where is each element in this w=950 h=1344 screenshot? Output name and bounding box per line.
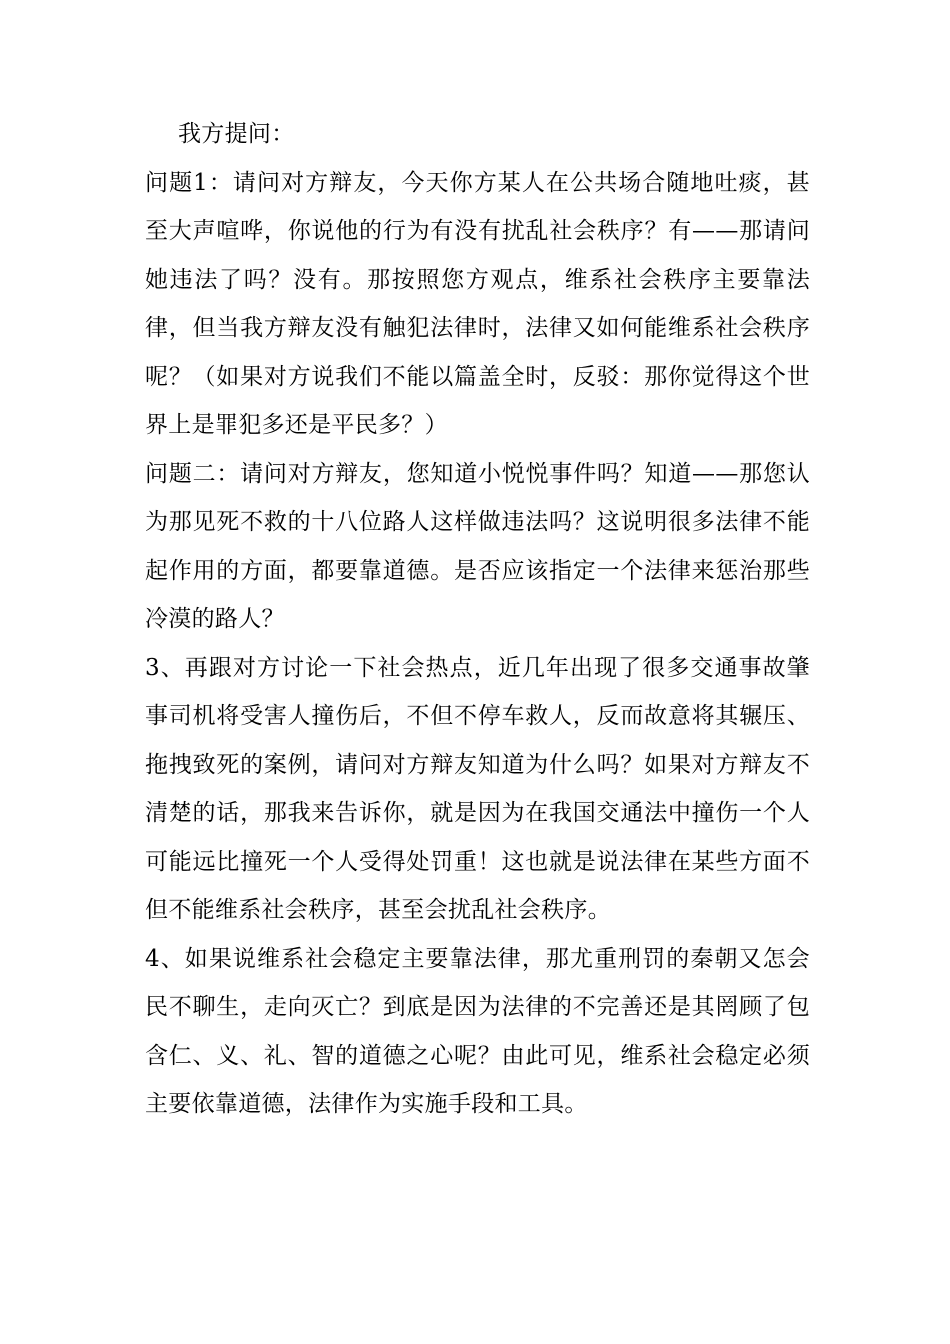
paragraph-question-3: 3、再跟对方讨论一下社会热点，近几年出现了很多交通事故肇事司机将受害人撞伤后，不但不停车救人，反而故意将其辗压、拖拽致死的案例，请问对方辩友知道为什么吗？如果对方辩友不清楚的话，那我来告诉你，就是因为在我国交通法中撞伤一个人可能远比撞死一个人受得处罚重！这也就是说法律在某些方面不但不能维系社会秩序，甚至会扰乱社会秩序。 xyxy=(145,654,810,923)
document-body xyxy=(145,110,810,1129)
paragraph-question-2: 问题二：请问对方辩友，您知道小悦悦事件吗？知道——那您认为那见死不救的十八位路人这样做违法吗？这说明很多法律不能起作用的方面，都要靠道德。是否应该指定一个法律来惩治那些冷漠的路人？ xyxy=(145,460,810,632)
section-heading: 我方提问： xyxy=(178,121,295,147)
paragraph-question-4: 4、如果说维系社会稳定主要靠法律，那尤重刑罚的秦朝又怎会民不聊生，走向灭亡？到底是因为法律的不完善还是其罔顾了包含仁、义、礼、智的道德之心呢？由此可见，维系社会稳定必须主要依靠道德，法律作为实施手段和工具。 xyxy=(145,945,810,1117)
paragraph-question-1: 问题1：请问对方辩友，今天你方某人在公共场合随地吐痰，甚至大声喧哗，你说他的行为有没有扰乱社会秩序？有——那请问她违法了吗？没有。那按照您方观点，维系社会秩序主要靠法律，但当我方辩友没有触犯法律时，法律又如何能维系社会秩序呢？（如果对方说我们不能以篇盖全时，反驳：那你觉得这个世界上是罪犯多还是平民多？） xyxy=(145,169,810,438)
